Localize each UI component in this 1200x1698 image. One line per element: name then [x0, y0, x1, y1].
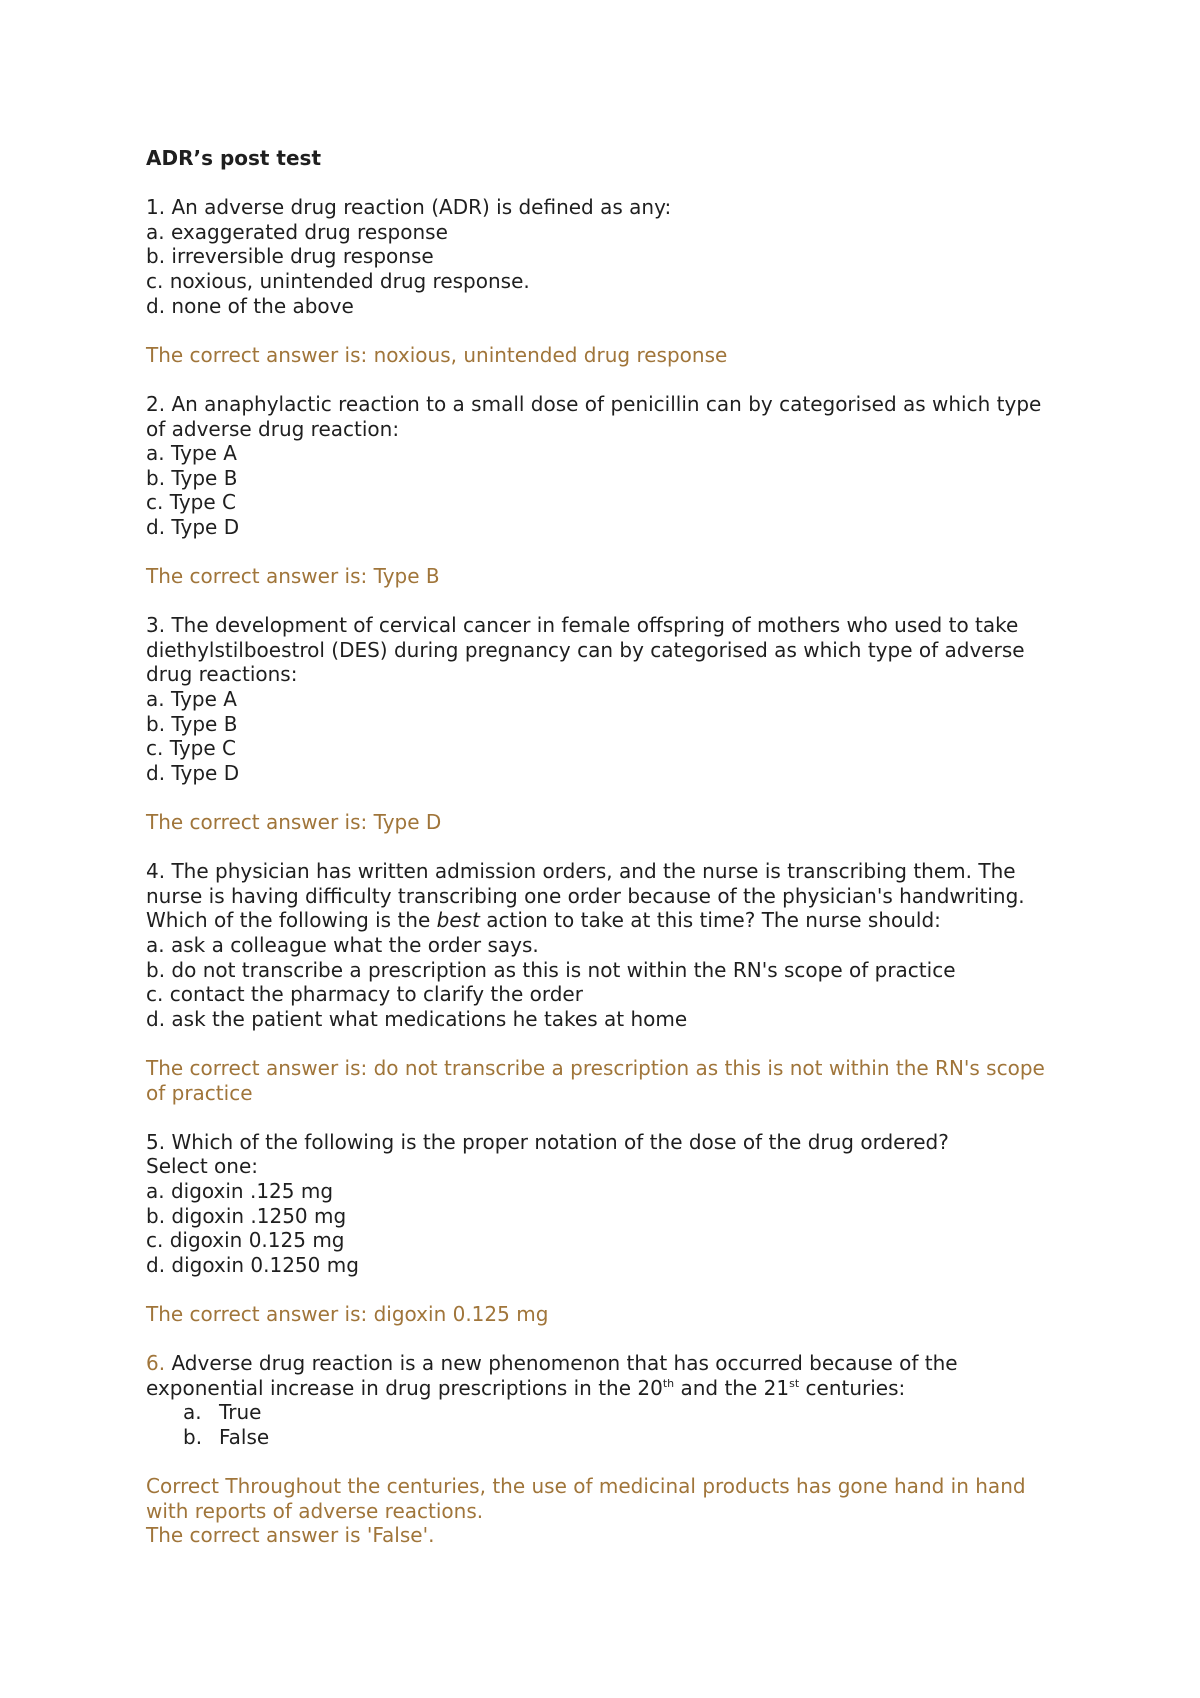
question-2 [146, 392, 1066, 540]
option-a: a. exaggerated drug response [146, 219, 448, 244]
question-number: 6. [146, 1351, 166, 1376]
option-text: True [219, 1400, 262, 1425]
question-6 [146, 1351, 1066, 1449]
stem-text: Adverse drug reaction is a new phenomenon that has occurred because of the exponential increase in drug prescriptions in the 20 [146, 1351, 958, 1400]
correct-answer-5: The correct answer is: digoxin 0.125 mg [146, 1301, 549, 1326]
question-1 [146, 195, 1066, 318]
option-d: d. digoxin 0.1250 mg [146, 1252, 359, 1277]
superscript: th [662, 1376, 675, 1390]
option-a [183, 1400, 1066, 1425]
question-5 [146, 1130, 1066, 1278]
question-stem: 5. Which of the following is the proper notation of the dose of the drug ordered? [146, 1129, 949, 1154]
option-label: a. [183, 1400, 202, 1425]
feedback-6: Correct Throughout the centuries, the use of medicinal products has gone hand in hand with reports of adverse reactions. [146, 1474, 1026, 1523]
stem-text: and the 21 [674, 1375, 790, 1400]
option-d: d. Type D [146, 760, 240, 785]
option-c: c. digoxin 0.125 mg [146, 1228, 345, 1253]
option-a: a. Type A [146, 441, 237, 466]
option-label: b. [183, 1424, 203, 1449]
option-b: b. irreversible drug response [146, 244, 434, 269]
option-d: d. none of the above [146, 293, 354, 318]
question-3 [146, 613, 1066, 785]
question-stem: 1. An adverse drug reaction (ADR) is defined as any: [146, 195, 672, 220]
stem-text: 4. The physician has written admission orders, and the nurse is transcribing them. The nurse is having difficulty transcribing one order because of the physician's handwriting. Which of the following is the [146, 859, 1025, 933]
document-page [146, 146, 1066, 1572]
option-d: d. Type D [146, 514, 240, 539]
correct-answer-3: The correct answer is: Type D [146, 810, 442, 835]
option-b: b. digoxin .1250 mg [146, 1203, 347, 1228]
option-c: c. Type C [146, 736, 236, 761]
option-d: d. ask the patient what medications he takes at home [146, 1006, 688, 1031]
stem-text: action to take at this time? The nurse should: [479, 908, 941, 933]
option-a: a. ask a colleague what the order says. [146, 933, 539, 957]
superscript: st [789, 1376, 800, 1390]
option-b [183, 1425, 1066, 1450]
option-b: b. Type B [146, 465, 238, 490]
option-text: False [219, 1424, 270, 1449]
stem-emphasis: best [436, 908, 480, 933]
select-one-label: Select one: [146, 1154, 259, 1179]
option-c: c. Type C [146, 490, 236, 515]
correct-answer-6: The correct answer is 'False'. [146, 1523, 435, 1548]
question-4 [146, 859, 1066, 1031]
option-a: a. Type A [146, 687, 237, 712]
option-b: b. do not transcribe a prescription as this is not within the RN's scope of practice [146, 957, 956, 982]
correct-answer-1: The correct answer is: noxious, unintended drug response [146, 342, 728, 367]
document-title: ADR’s post test [146, 146, 322, 170]
question-stem [146, 859, 1066, 933]
correct-answer-2: The correct answer is: Type B [146, 564, 440, 589]
option-b: b. Type B [146, 711, 238, 736]
question-stem [146, 1351, 1066, 1400]
option-c: c. noxious, unintended drug response. [146, 268, 530, 293]
option-a: a. digoxin .125 mg [146, 1178, 334, 1203]
options-list [146, 1400, 1066, 1449]
correct-answer-4: The correct answer is: do not transcribe a prescription as this is not within the RN's scope of practice [146, 1055, 1045, 1105]
option-c: c. contact the pharmacy to clarify the order [146, 982, 583, 1007]
question-stem: 3. The development of cervical cancer in female offspring of mothers who used to take diethylstilboestrol (DES) during pregnancy can by categorised as which type of adverse drug reactions: [146, 613, 1025, 687]
question-stem: 2. An anaphylactic reaction to a small dose of penicillin can by categorised as which type of adverse drug reaction: [146, 391, 1042, 441]
stem-text: centuries: [799, 1375, 906, 1400]
